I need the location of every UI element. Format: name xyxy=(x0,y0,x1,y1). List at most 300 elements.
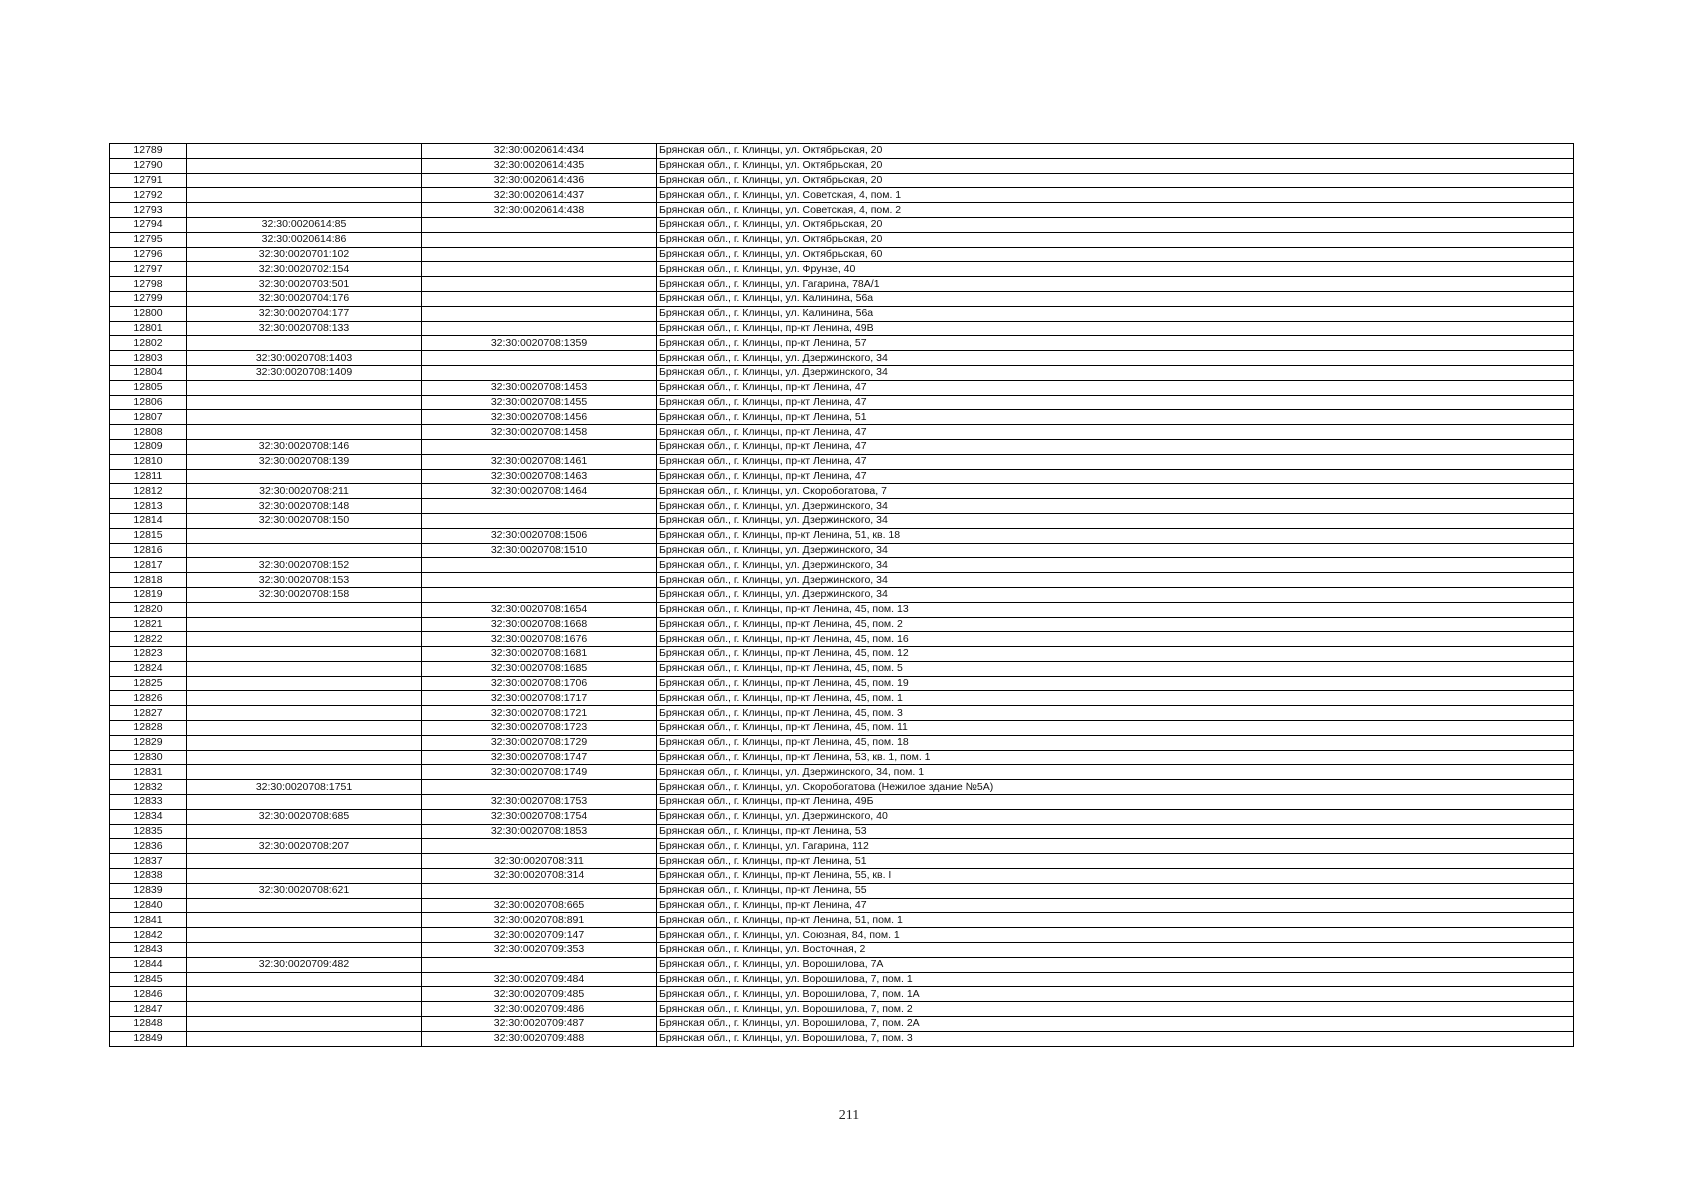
table-row xyxy=(110,395,1574,410)
table-row xyxy=(110,824,1574,839)
address-cell: Брянская обл., г. Клинцы, пр-кт Ленина, 55, кв. I xyxy=(657,869,1574,884)
row-number-cell: 12830 xyxy=(110,750,187,765)
row-number-cell: 12845 xyxy=(110,972,187,987)
cadastral-number-cell: 32:30:0020708:1751 xyxy=(187,780,422,795)
object-cadastral-number-cell: 32:30:0020708:665 xyxy=(422,898,657,913)
object-cadastral-number-cell: 32:30:0020708:1706 xyxy=(422,676,657,691)
address-cell: Брянская обл., г. Клинцы, ул. Дзержинского, 34 xyxy=(657,543,1574,558)
table-row xyxy=(110,158,1574,173)
cadastral-number-cell xyxy=(187,691,422,706)
table-row xyxy=(110,647,1574,662)
row-number-cell: 12821 xyxy=(110,617,187,632)
row-number-cell: 12815 xyxy=(110,528,187,543)
object-cadastral-number-cell: 32:30:0020709:487 xyxy=(422,1017,657,1032)
table-row xyxy=(110,765,1574,780)
object-cadastral-number-cell: 32:30:0020709:353 xyxy=(422,943,657,958)
address-cell: Брянская обл., г. Клинцы, ул. Дзержинского, 34, пом. 1 xyxy=(657,765,1574,780)
cadastral-number-cell xyxy=(187,647,422,662)
table-row xyxy=(110,513,1574,528)
cadastral-number-cell xyxy=(187,395,422,410)
row-number-cell: 12814 xyxy=(110,513,187,528)
cadastral-number-cell xyxy=(187,410,422,425)
row-number-cell: 12792 xyxy=(110,188,187,203)
cadastral-number-cell xyxy=(187,469,422,484)
row-number-cell: 12816 xyxy=(110,543,187,558)
row-number-cell: 12794 xyxy=(110,217,187,232)
address-cell: Брянская обл., г. Клинцы, пр-кт Ленина, 51 xyxy=(657,410,1574,425)
address-cell: Брянская обл., г. Клинцы, ул. Скоробогатова (Нежилое здание №5А) xyxy=(657,780,1574,795)
table-row xyxy=(110,380,1574,395)
object-cadastral-number-cell: 32:30:0020614:435 xyxy=(422,158,657,173)
table-row xyxy=(110,499,1574,514)
object-cadastral-number-cell xyxy=(422,217,657,232)
row-number-cell: 12842 xyxy=(110,928,187,943)
object-cadastral-number-cell: 32:30:0020708:1853 xyxy=(422,824,657,839)
object-cadastral-number-cell xyxy=(422,839,657,854)
table-row xyxy=(110,795,1574,810)
object-cadastral-number-cell: 32:30:0020614:438 xyxy=(422,203,657,218)
table-row xyxy=(110,439,1574,454)
object-cadastral-number-cell: 32:30:0020708:1676 xyxy=(422,632,657,647)
table-row xyxy=(110,277,1574,292)
cadastral-number-cell: 32:30:0020708:207 xyxy=(187,839,422,854)
row-number-cell: 12801 xyxy=(110,321,187,336)
table-row xyxy=(110,336,1574,351)
row-number-cell: 12797 xyxy=(110,262,187,277)
object-cadastral-number-cell: 32:30:0020708:1753 xyxy=(422,795,657,810)
table-row xyxy=(110,144,1574,159)
object-cadastral-number-cell xyxy=(422,573,657,588)
address-cell: Брянская обл., г. Клинцы, ул. Дзержинского, 34 xyxy=(657,573,1574,588)
cadastral-number-cell: 32:30:0020708:148 xyxy=(187,499,422,514)
table-row xyxy=(110,676,1574,691)
object-cadastral-number-cell xyxy=(422,262,657,277)
table-row xyxy=(110,928,1574,943)
object-cadastral-number-cell xyxy=(422,291,657,306)
address-cell: Брянская обл., г. Клинцы, ул. Октябрьская, 20 xyxy=(657,144,1574,159)
address-cell: Брянская обл., г. Клинцы, ул. Калинина, 56а xyxy=(657,291,1574,306)
address-cell: Брянская обл., г. Клинцы, ул. Фрунзе, 40 xyxy=(657,262,1574,277)
cadastral-number-cell xyxy=(187,972,422,987)
object-cadastral-number-cell xyxy=(422,587,657,602)
object-cadastral-number-cell: 32:30:0020709:147 xyxy=(422,928,657,943)
table-row xyxy=(110,1017,1574,1032)
cadastral-number-cell xyxy=(187,617,422,632)
cadastral-number-cell: 32:30:0020708:152 xyxy=(187,558,422,573)
cadastral-number-cell: 32:30:0020708:150 xyxy=(187,513,422,528)
table-row xyxy=(110,869,1574,884)
object-cadastral-number-cell: 32:30:0020708:1685 xyxy=(422,661,657,676)
table-row xyxy=(110,602,1574,617)
cadastral-number-cell xyxy=(187,158,422,173)
row-number-cell: 12798 xyxy=(110,277,187,292)
object-cadastral-number-cell xyxy=(422,780,657,795)
row-number-cell: 12826 xyxy=(110,691,187,706)
row-number-cell: 12812 xyxy=(110,484,187,499)
address-cell: Брянская обл., г. Клинцы, пр-кт Ленина, 45, пом. 2 xyxy=(657,617,1574,632)
object-cadastral-number-cell xyxy=(422,513,657,528)
cadastral-number-cell: 32:30:0020708:146 xyxy=(187,439,422,454)
cadastral-number-cell: 32:30:0020708:139 xyxy=(187,454,422,469)
cadastral-number-cell xyxy=(187,750,422,765)
object-cadastral-number-cell: 32:30:0020708:1359 xyxy=(422,336,657,351)
cadastral-number-cell xyxy=(187,987,422,1002)
table-row xyxy=(110,735,1574,750)
row-number-cell: 12817 xyxy=(110,558,187,573)
object-cadastral-number-cell: 32:30:0020708:1747 xyxy=(422,750,657,765)
cadastral-number-cell xyxy=(187,928,422,943)
address-cell: Брянская обл., г. Клинцы, ул. Октябрьская, 60 xyxy=(657,247,1574,262)
row-number-cell: 12793 xyxy=(110,203,187,218)
table-row xyxy=(110,691,1574,706)
object-cadastral-number-cell: 32:30:0020708:1681 xyxy=(422,647,657,662)
object-cadastral-number-cell: 32:30:0020708:1461 xyxy=(422,454,657,469)
table-row xyxy=(110,987,1574,1002)
address-cell: Брянская обл., г. Клинцы, ул. Ворошилова, 7, пом. 3 xyxy=(657,1031,1574,1046)
cadastral-number-cell xyxy=(187,854,422,869)
cadastral-number-cell xyxy=(187,706,422,721)
table-row xyxy=(110,587,1574,602)
row-number-cell: 12819 xyxy=(110,587,187,602)
table-row xyxy=(110,306,1574,321)
address-cell: Брянская обл., г. Клинцы, ул. Дзержинского, 34 xyxy=(657,499,1574,514)
cadastral-number-cell xyxy=(187,632,422,647)
cadastral-number-cell: 32:30:0020703:501 xyxy=(187,277,422,292)
cadastral-number-cell xyxy=(187,943,422,958)
address-cell: Брянская обл., г. Клинцы, ул. Скоробогатова, 7 xyxy=(657,484,1574,499)
address-cell: Брянская обл., г. Клинцы, ул. Ворошилова, 7, пом. 1 xyxy=(657,972,1574,987)
row-number-cell: 12844 xyxy=(110,957,187,972)
object-cadastral-number-cell: 32:30:0020708:314 xyxy=(422,869,657,884)
row-number-cell: 12840 xyxy=(110,898,187,913)
table-row xyxy=(110,410,1574,425)
object-cadastral-number-cell: 32:30:0020708:1458 xyxy=(422,425,657,440)
row-number-cell: 12796 xyxy=(110,247,187,262)
row-number-cell: 12835 xyxy=(110,824,187,839)
row-number-cell: 12838 xyxy=(110,869,187,884)
object-cadastral-number-cell: 32:30:0020708:311 xyxy=(422,854,657,869)
table-row xyxy=(110,661,1574,676)
address-cell: Брянская обл., г. Клинцы, ул. Октябрьская, 20 xyxy=(657,217,1574,232)
address-cell: Брянская обл., г. Клинцы, ул. Союзная, 84, пом. 1 xyxy=(657,928,1574,943)
address-cell: Брянская обл., г. Клинцы, ул. Октябрьская, 20 xyxy=(657,232,1574,247)
object-cadastral-number-cell xyxy=(422,232,657,247)
address-cell: Брянская обл., г. Клинцы, пр-кт Ленина, 51, пом. 1 xyxy=(657,913,1574,928)
address-cell: Брянская обл., г. Клинцы, ул. Дзержинского, 34 xyxy=(657,558,1574,573)
page-number: 211 xyxy=(838,1108,860,1123)
row-number-cell: 12829 xyxy=(110,735,187,750)
cadastral-number-cell: 32:30:0020708:133 xyxy=(187,321,422,336)
object-cadastral-number-cell xyxy=(422,499,657,514)
address-cell: Брянская обл., г. Клинцы, ул. Гагарина, 78А/1 xyxy=(657,277,1574,292)
cadastral-number-cell xyxy=(187,336,422,351)
cadastral-number-cell xyxy=(187,765,422,780)
object-cadastral-number-cell: 32:30:0020708:1717 xyxy=(422,691,657,706)
address-cell: Брянская обл., г. Клинцы, пр-кт Ленина, 47 xyxy=(657,439,1574,454)
address-cell: Брянская обл., г. Клинцы, ул. Восточная, 2 xyxy=(657,943,1574,958)
cadastral-number-cell: 32:30:0020708:621 xyxy=(187,883,422,898)
address-cell: Брянская обл., г. Клинцы, пр-кт Ленина, 49В xyxy=(657,321,1574,336)
address-cell: Брянская обл., г. Клинцы, ул. Дзержинского, 34 xyxy=(657,365,1574,380)
cadastral-number-cell: 32:30:0020614:85 xyxy=(187,217,422,232)
table-row xyxy=(110,321,1574,336)
row-number-cell: 12807 xyxy=(110,410,187,425)
registry-table-body xyxy=(110,144,1574,1047)
object-cadastral-number-cell xyxy=(422,351,657,366)
cadastral-number-cell xyxy=(187,188,422,203)
object-cadastral-number-cell xyxy=(422,558,657,573)
address-cell: Брянская обл., г. Клинцы, ул. Гагарина, 112 xyxy=(657,839,1574,854)
registry-table xyxy=(109,143,1574,1047)
object-cadastral-number-cell xyxy=(422,439,657,454)
address-cell: Брянская обл., г. Клинцы, ул. Ворошилова, 7А xyxy=(657,957,1574,972)
object-cadastral-number-cell: 32:30:0020708:1510 xyxy=(422,543,657,558)
cadastral-number-cell xyxy=(187,425,422,440)
table-row xyxy=(110,469,1574,484)
row-number-cell: 12836 xyxy=(110,839,187,854)
object-cadastral-number-cell: 32:30:0020708:1464 xyxy=(422,484,657,499)
address-cell: Брянская обл., г. Клинцы, пр-кт Ленина, 45, пом. 3 xyxy=(657,706,1574,721)
cadastral-number-cell: 32:30:0020614:86 xyxy=(187,232,422,247)
row-number-cell: 12789 xyxy=(110,144,187,159)
object-cadastral-number-cell xyxy=(422,957,657,972)
cadastral-number-cell: 32:30:0020704:176 xyxy=(187,291,422,306)
cadastral-number-cell: 32:30:0020708:1403 xyxy=(187,351,422,366)
table-row xyxy=(110,558,1574,573)
table-row xyxy=(110,839,1574,854)
object-cadastral-number-cell: 32:30:0020708:1506 xyxy=(422,528,657,543)
table-row xyxy=(110,898,1574,913)
cadastral-number-cell xyxy=(187,144,422,159)
row-number-cell: 12813 xyxy=(110,499,187,514)
row-number-cell: 12818 xyxy=(110,573,187,588)
row-number-cell: 12803 xyxy=(110,351,187,366)
table-row xyxy=(110,203,1574,218)
row-number-cell: 12847 xyxy=(110,1002,187,1017)
object-cadastral-number-cell xyxy=(422,321,657,336)
table-row xyxy=(110,943,1574,958)
address-cell: Брянская обл., г. Клинцы, пр-кт Ленина, 45, пом. 5 xyxy=(657,661,1574,676)
cadastral-number-cell xyxy=(187,721,422,736)
table-row xyxy=(110,173,1574,188)
address-cell: Брянская обл., г. Клинцы, пр-кт Ленина, 51, кв. 18 xyxy=(657,528,1574,543)
cadastral-number-cell: 32:30:0020708:153 xyxy=(187,573,422,588)
row-number-cell: 12825 xyxy=(110,676,187,691)
object-cadastral-number-cell xyxy=(422,365,657,380)
object-cadastral-number-cell xyxy=(422,883,657,898)
table-row xyxy=(110,543,1574,558)
row-number-cell: 12839 xyxy=(110,883,187,898)
cadastral-number-cell: 32:30:0020701:102 xyxy=(187,247,422,262)
table-row xyxy=(110,232,1574,247)
object-cadastral-number-cell xyxy=(422,247,657,262)
cadastral-number-cell xyxy=(187,528,422,543)
table-row xyxy=(110,573,1574,588)
object-cadastral-number-cell: 32:30:0020708:1754 xyxy=(422,809,657,824)
address-cell: Брянская обл., г. Клинцы, пр-кт Ленина, 45, пом. 19 xyxy=(657,676,1574,691)
cadastral-number-cell xyxy=(187,676,422,691)
object-cadastral-number-cell: 32:30:0020708:1723 xyxy=(422,721,657,736)
address-cell: Брянская обл., г. Клинцы, ул. Ворошилова, 7, пом. 2 xyxy=(657,1002,1574,1017)
object-cadastral-number-cell: 32:30:0020708:891 xyxy=(422,913,657,928)
object-cadastral-number-cell: 32:30:0020708:1668 xyxy=(422,617,657,632)
row-number-cell: 12790 xyxy=(110,158,187,173)
table-row xyxy=(110,957,1574,972)
address-cell: Брянская обл., г. Клинцы, пр-кт Ленина, 47 xyxy=(657,380,1574,395)
address-cell: Брянская обл., г. Клинцы, пр-кт Ленина, 45, пом. 13 xyxy=(657,602,1574,617)
object-cadastral-number-cell: 32:30:0020709:484 xyxy=(422,972,657,987)
row-number-cell: 12824 xyxy=(110,661,187,676)
address-cell: Брянская обл., г. Клинцы, пр-кт Ленина, 51 xyxy=(657,854,1574,869)
object-cadastral-number-cell: 32:30:0020709:485 xyxy=(422,987,657,1002)
table-row xyxy=(110,262,1574,277)
cadastral-number-cell xyxy=(187,824,422,839)
row-number-cell: 12791 xyxy=(110,173,187,188)
table-row xyxy=(110,528,1574,543)
row-number-cell: 12828 xyxy=(110,721,187,736)
row-number-cell: 12837 xyxy=(110,854,187,869)
object-cadastral-number-cell: 32:30:0020614:436 xyxy=(422,173,657,188)
table-row xyxy=(110,883,1574,898)
cadastral-number-cell: 32:30:0020708:211 xyxy=(187,484,422,499)
address-cell: Брянская обл., г. Клинцы, пр-кт Ленина, 45, пом. 12 xyxy=(657,647,1574,662)
table-row xyxy=(110,425,1574,440)
table-row xyxy=(110,809,1574,824)
table-row xyxy=(110,972,1574,987)
address-cell: Брянская обл., г. Клинцы, ул. Дзержинского, 34 xyxy=(657,513,1574,528)
table-row xyxy=(110,617,1574,632)
table-row xyxy=(110,365,1574,380)
cadastral-number-cell: 32:30:0020704:177 xyxy=(187,306,422,321)
object-cadastral-number-cell xyxy=(422,306,657,321)
row-number-cell: 12843 xyxy=(110,943,187,958)
object-cadastral-number-cell: 32:30:0020709:486 xyxy=(422,1002,657,1017)
cadastral-number-cell xyxy=(187,795,422,810)
object-cadastral-number-cell: 32:30:0020708:1654 xyxy=(422,602,657,617)
cadastral-number-cell xyxy=(187,1002,422,1017)
table-row xyxy=(110,632,1574,647)
address-cell: Брянская обл., г. Клинцы, ул. Ворошилова, 7, пом. 1А xyxy=(657,987,1574,1002)
row-number-cell: 12811 xyxy=(110,469,187,484)
row-number-cell: 12833 xyxy=(110,795,187,810)
address-cell: Брянская обл., г. Клинцы, пр-кт Ленина, 47 xyxy=(657,454,1574,469)
address-cell: Брянская обл., г. Клинцы, ул. Октябрьская, 20 xyxy=(657,173,1574,188)
object-cadastral-number-cell: 32:30:0020708:1456 xyxy=(422,410,657,425)
table-row xyxy=(110,1031,1574,1046)
address-cell: Брянская обл., г. Клинцы, пр-кт Ленина, 57 xyxy=(657,336,1574,351)
object-cadastral-number-cell: 32:30:0020708:1721 xyxy=(422,706,657,721)
cadastral-number-cell xyxy=(187,661,422,676)
table-row xyxy=(110,854,1574,869)
row-number-cell: 12822 xyxy=(110,632,187,647)
cadastral-number-cell xyxy=(187,1017,422,1032)
address-cell: Брянская обл., г. Клинцы, пр-кт Ленина, 53, кв. 1, пом. 1 xyxy=(657,750,1574,765)
address-cell: Брянская обл., г. Клинцы, пр-кт Ленина, 47 xyxy=(657,898,1574,913)
row-number-cell: 12809 xyxy=(110,439,187,454)
address-cell: Брянская обл., г. Клинцы, пр-кт Ленина, 45, пом. 18 xyxy=(657,735,1574,750)
address-cell: Брянская обл., г. Клинцы, пр-кт Ленина, 47 xyxy=(657,395,1574,410)
table-row xyxy=(110,247,1574,262)
cadastral-number-cell: 32:30:0020708:1409 xyxy=(187,365,422,380)
address-cell: Брянская обл., г. Клинцы, ул. Дзержинского, 34 xyxy=(657,351,1574,366)
table-row xyxy=(110,351,1574,366)
table-row xyxy=(110,291,1574,306)
row-number-cell: 12799 xyxy=(110,291,187,306)
object-cadastral-number-cell: 32:30:0020708:1455 xyxy=(422,395,657,410)
object-cadastral-number-cell: 32:30:0020708:1453 xyxy=(422,380,657,395)
object-cadastral-number-cell xyxy=(422,277,657,292)
address-cell: Брянская обл., г. Клинцы, пр-кт Ленина, 45, пом. 1 xyxy=(657,691,1574,706)
row-number-cell: 12849 xyxy=(110,1031,187,1046)
table-row xyxy=(110,188,1574,203)
table-row xyxy=(110,780,1574,795)
row-number-cell: 12820 xyxy=(110,602,187,617)
address-cell: Брянская обл., г. Клинцы, ул. Калинина, 56а xyxy=(657,306,1574,321)
cadastral-number-cell xyxy=(187,173,422,188)
row-number-cell: 12834 xyxy=(110,809,187,824)
address-cell: Брянская обл., г. Клинцы, пр-кт Ленина, 47 xyxy=(657,469,1574,484)
cadastral-number-cell xyxy=(187,543,422,558)
cadastral-number-cell xyxy=(187,602,422,617)
address-cell: Брянская обл., г. Клинцы, пр-кт Ленина, 45, пом. 16 xyxy=(657,632,1574,647)
row-number-cell: 12800 xyxy=(110,306,187,321)
table-row xyxy=(110,454,1574,469)
row-number-cell: 12848 xyxy=(110,1017,187,1032)
row-number-cell: 12795 xyxy=(110,232,187,247)
cadastral-number-cell xyxy=(187,1031,422,1046)
table-row xyxy=(110,913,1574,928)
cadastral-number-cell xyxy=(187,869,422,884)
cadastral-number-cell: 32:30:0020708:685 xyxy=(187,809,422,824)
cadastral-number-cell xyxy=(187,735,422,750)
row-number-cell: 12823 xyxy=(110,647,187,662)
address-cell: Брянская обл., г. Клинцы, ул. Октябрьская, 20 xyxy=(657,158,1574,173)
cadastral-number-cell: 32:30:0020708:158 xyxy=(187,587,422,602)
address-cell: Брянская обл., г. Клинцы, пр-кт Ленина, 55 xyxy=(657,883,1574,898)
row-number-cell: 12831 xyxy=(110,765,187,780)
object-cadastral-number-cell: 32:30:0020708:1729 xyxy=(422,735,657,750)
address-cell: Брянская обл., г. Клинцы, пр-кт Ленина, 45, пом. 11 xyxy=(657,721,1574,736)
table-row xyxy=(110,706,1574,721)
row-number-cell: 12806 xyxy=(110,395,187,410)
row-number-cell: 12841 xyxy=(110,913,187,928)
table-row xyxy=(110,721,1574,736)
address-cell: Брянская обл., г. Клинцы, ул. Дзержинского, 34 xyxy=(657,587,1574,602)
cadastral-number-cell xyxy=(187,203,422,218)
address-cell: Брянская обл., г. Клинцы, ул. Ворошилова, 7, пом. 2А xyxy=(657,1017,1574,1032)
cadastral-number-cell xyxy=(187,913,422,928)
cadastral-number-cell: 32:30:0020709:482 xyxy=(187,957,422,972)
row-number-cell: 12805 xyxy=(110,380,187,395)
object-cadastral-number-cell: 32:30:0020614:434 xyxy=(422,144,657,159)
address-cell: Брянская обл., г. Клинцы, пр-кт Ленина, 47 xyxy=(657,425,1574,440)
address-cell: Брянская обл., г. Клинцы, ул. Советская, 4, пом. 1 xyxy=(657,188,1574,203)
row-number-cell: 12804 xyxy=(110,365,187,380)
table-row xyxy=(110,484,1574,499)
object-cadastral-number-cell: 32:30:0020708:1463 xyxy=(422,469,657,484)
object-cadastral-number-cell: 32:30:0020708:1749 xyxy=(422,765,657,780)
row-number-cell: 12827 xyxy=(110,706,187,721)
table-row xyxy=(110,750,1574,765)
row-number-cell: 12832 xyxy=(110,780,187,795)
object-cadastral-number-cell: 32:30:0020709:488 xyxy=(422,1031,657,1046)
row-number-cell: 12810 xyxy=(110,454,187,469)
table-row xyxy=(110,217,1574,232)
row-number-cell: 12846 xyxy=(110,987,187,1002)
address-cell: Брянская обл., г. Клинцы, ул. Дзержинского, 40 xyxy=(657,809,1574,824)
cadastral-number-cell xyxy=(187,380,422,395)
row-number-cell: 12808 xyxy=(110,425,187,440)
